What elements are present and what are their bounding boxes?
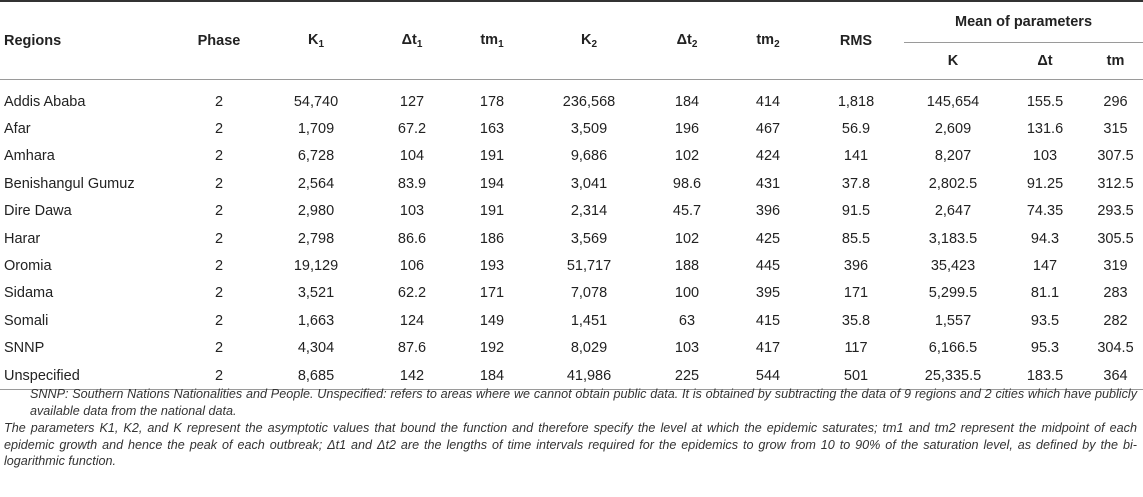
table-row [0, 335, 1143, 362]
cell-k1: 2,798 [297, 230, 335, 247]
col-header-dt1 [372, 1, 452, 80]
header-row [0, 1, 1143, 43]
cell-mean-dt: 91.25 [1026, 175, 1064, 192]
cell-tm2: 395 [755, 285, 781, 302]
cell-phase: 2 [214, 121, 224, 138]
dt2-label: Δt [676, 31, 692, 48]
table-row [0, 170, 1143, 197]
cell-region: Unspecified [0, 362, 178, 390]
cell-phase: 2 [214, 340, 224, 357]
cell-mean-dt: 147 [1032, 258, 1058, 275]
cell-rms: 91.5 [841, 203, 871, 220]
cell-dt1: 67.2 [397, 121, 427, 138]
cell-tm2: 425 [755, 230, 781, 247]
cell-k1: 2,564 [297, 175, 335, 192]
cell-k1: 4,304 [297, 340, 335, 357]
cell-dt2: 103 [674, 340, 700, 357]
cell-dt1: 62.2 [397, 285, 427, 302]
cell-mean-dt: 93.5 [1030, 312, 1060, 329]
col-header-tm1 [452, 1, 532, 80]
cell-mean-k: 2,647 [934, 203, 972, 220]
cell-mean-dt: 74.35 [1026, 203, 1064, 220]
cell-region: Afar [4, 121, 31, 138]
cell-dt1: 83.9 [397, 175, 427, 192]
table-row [0, 198, 1143, 225]
cell-rms: 85.5 [841, 230, 871, 247]
table-footnotes [4, 386, 1137, 471]
dt2-subscript: 2 [691, 38, 698, 50]
cell-mean-k: 3,183.5 [928, 230, 978, 247]
cell-mean-tm: 307.5 [1097, 148, 1134, 165]
cell-mean-tm: 304.5 [1097, 340, 1134, 357]
cell-dt1: 87.6 [397, 340, 427, 357]
dt1-label: Δt [401, 31, 417, 48]
cell-dt1: 124 [399, 312, 425, 329]
col-header-tm2 [728, 1, 808, 80]
cell-k1: 1,663 [297, 312, 335, 329]
cell-mean-tm: 305.5 [1097, 230, 1134, 247]
cell-k1: 19,129 [293, 258, 339, 275]
cell-phase: 2 [178, 362, 260, 390]
cell-phase: 2 [214, 93, 224, 110]
cell-region: Oromia [4, 258, 52, 275]
cell-dt2: 102 [674, 148, 700, 165]
cell-tm2: 414 [755, 93, 781, 110]
cell-mean-dt: 95.3 [1030, 340, 1060, 357]
cell-mean-dt: 155.5 [1026, 93, 1064, 110]
cell-mean-dt: 131.6 [1026, 121, 1064, 138]
footnote-parameters: The parameters K1, K2, and K represent the asymptotic values that bound the function and therefore specify the level at which the epidemic saturates; tm1 and tm2 represent the midpoint of each epidemic growth and hence the peak of each outbreak; Δt1 and Δt2 are the lengths of time intervals required for the epidemics to grow from 10 to 90% of the saturation level, as defined by the bi-logarithmic function. [4, 421, 1137, 468]
cell-dt2: 225 [646, 362, 728, 390]
table-row [0, 80, 1143, 116]
cell-dt2: 45.7 [672, 203, 702, 220]
cell-mean-tm: 296 [1103, 93, 1128, 110]
cell-phase: 2 [214, 175, 224, 192]
cell-k2: 8,029 [570, 340, 608, 357]
cell-dt1: 86.6 [397, 230, 427, 247]
cell-rms: 35.8 [841, 312, 871, 329]
col-header-rms: RMS [839, 32, 873, 49]
col-header-mean-tm: tm [1106, 53, 1125, 69]
cell-mean-k: 2,609 [934, 121, 972, 138]
cell-tm1: 186 [479, 230, 505, 247]
cell-rms: 1,818 [837, 93, 875, 110]
col-header-mean-dt: Δt [1037, 53, 1053, 69]
cell-mean-tm: 293.5 [1097, 203, 1134, 220]
cell-tm1: 192 [479, 340, 505, 357]
cell-rms: 37.8 [841, 175, 871, 192]
col-header-mean-of-parameters: Mean of parameters [904, 1, 1143, 43]
cell-tm1: 191 [479, 148, 505, 165]
cell-mean-k: 145,654 [926, 93, 980, 110]
cell-mean-tm: 364 [1088, 362, 1143, 390]
cell-rms: 56.9 [841, 121, 871, 138]
cell-mean-k: 8,207 [934, 148, 972, 165]
cell-k2: 3,509 [570, 121, 608, 138]
col-header-k1 [260, 1, 372, 80]
k2-label: K [580, 31, 592, 48]
cell-region: Benishangul Gumuz [4, 175, 135, 192]
cell-rms: 396 [843, 258, 869, 275]
cell-tm2: 417 [755, 340, 781, 357]
cell-k1: 6,728 [297, 148, 335, 165]
cell-mean-tm: 283 [1103, 285, 1128, 302]
cell-tm1: 163 [479, 121, 505, 138]
cell-k2: 41,986 [532, 362, 646, 390]
cell-mean-k: 6,166.5 [928, 340, 978, 357]
cell-k1: 3,521 [297, 285, 335, 302]
cell-rms: 117 [844, 340, 868, 357]
k1-subscript: 1 [318, 38, 325, 50]
cell-tm1: 194 [479, 175, 505, 192]
tm2-subscript: 2 [774, 38, 780, 50]
cell-k1: 1,709 [297, 121, 335, 138]
cell-rms: 141 [843, 148, 869, 165]
cell-rms: 171 [843, 285, 869, 302]
cell-dt2: 188 [674, 258, 700, 275]
cell-dt1: 104 [399, 148, 425, 165]
cell-phase: 2 [214, 203, 224, 220]
cell-region: Amhara [4, 148, 55, 165]
cell-k1: 8,685 [260, 362, 372, 390]
cell-dt1: 127 [399, 93, 425, 110]
cell-tm2: 431 [755, 175, 781, 192]
cell-tm1: 184 [452, 362, 532, 390]
cell-dt1: 142 [372, 362, 452, 390]
cell-mean-tm: 282 [1103, 312, 1128, 329]
cell-k2: 9,686 [570, 148, 608, 165]
table-body [0, 80, 1143, 390]
cell-mean-tm: 312.5 [1097, 175, 1134, 192]
cell-mean-k: 25,335.5 [904, 362, 1002, 390]
cell-mean-k: 35,423 [930, 258, 976, 275]
dt1-subscript: 1 [416, 38, 423, 50]
table-row [0, 143, 1143, 170]
tm1-label: tm [480, 31, 499, 48]
cell-k2: 236,568 [562, 93, 616, 110]
cell-dt2: 100 [674, 285, 700, 302]
cell-region: Addis Ababa [4, 93, 86, 110]
cell-dt2: 63 [678, 312, 696, 329]
cell-rms: 501 [808, 362, 904, 390]
cell-tm2: 396 [755, 203, 781, 220]
cell-region: SNNP [4, 340, 45, 357]
cell-phase: 2 [214, 312, 224, 329]
cell-mean-dt: 81.1 [1030, 285, 1060, 302]
cell-mean-tm: 319 [1103, 258, 1128, 275]
table-row [0, 115, 1143, 142]
cell-mean-dt: 94.3 [1030, 230, 1060, 247]
table-row [0, 225, 1143, 252]
cell-k2: 7,078 [570, 285, 608, 302]
cell-phase: 2 [214, 148, 224, 165]
cell-k2: 2,314 [570, 203, 608, 220]
col-header-k2 [532, 1, 646, 80]
cell-region: Somali [4, 312, 49, 329]
cell-mean-dt: 103 [1032, 148, 1058, 165]
footnote-abbreviations: SNNP: Southern Nations Nationalities and People. Unspecified: refers to areas where we cannot obtain public data. It is obtained by subtracting the data of 9 regions and 2 cities which have publicly available data from the national data. [30, 387, 1137, 418]
cell-mean-k: 5,299.5 [928, 285, 978, 302]
cell-tm1: 193 [479, 258, 505, 275]
cell-tm2: 467 [755, 121, 781, 138]
cell-mean-dt: 183.5 [1002, 362, 1088, 390]
col-header-dt2 [646, 1, 728, 80]
cell-region: Sidama [4, 285, 54, 302]
cell-k1: 2,980 [297, 203, 335, 220]
cell-tm2: 424 [755, 148, 781, 165]
cell-dt2: 196 [674, 121, 700, 138]
cell-tm2: 445 [755, 258, 781, 275]
col-header-mean-k: K [947, 53, 959, 69]
cell-k2: 1,451 [570, 312, 608, 329]
cell-tm2: 544 [728, 362, 808, 390]
cell-dt2: 184 [674, 93, 700, 110]
k2-subscript: 2 [591, 38, 598, 50]
cell-mean-k: 2,802.5 [928, 175, 978, 192]
cell-dt2: 102 [674, 230, 700, 247]
cell-dt1: 106 [399, 258, 425, 275]
cell-dt2: 98.6 [672, 175, 702, 192]
cell-phase: 2 [214, 285, 224, 302]
tm1-subscript: 1 [498, 38, 504, 50]
tm2-label: tm [756, 31, 775, 48]
cell-mean-tm: 315 [1103, 121, 1128, 138]
col-header-regions: Regions [4, 32, 62, 49]
cell-phase: 2 [214, 230, 224, 247]
cell-tm1: 178 [479, 93, 505, 110]
cell-region: Harar [4, 230, 41, 247]
cell-tm1: 149 [479, 312, 505, 329]
cell-region: Dire Dawa [4, 203, 72, 220]
cell-k2: 3,041 [570, 175, 608, 192]
cell-tm1: 191 [479, 203, 505, 220]
table-row [0, 280, 1143, 307]
cell-k2: 51,717 [566, 258, 612, 275]
cell-dt1: 103 [399, 203, 425, 220]
table-row [0, 307, 1143, 334]
k1-label: K [307, 31, 319, 48]
col-header-phase: Phase [197, 32, 241, 49]
cell-tm1: 171 [479, 285, 505, 302]
cell-phase: 2 [214, 258, 224, 275]
cell-tm2: 415 [755, 312, 781, 329]
cell-k2: 3,569 [570, 230, 608, 247]
cell-k1: 54,740 [293, 93, 339, 110]
table-row [0, 252, 1143, 279]
cell-mean-k: 1,557 [934, 312, 972, 329]
